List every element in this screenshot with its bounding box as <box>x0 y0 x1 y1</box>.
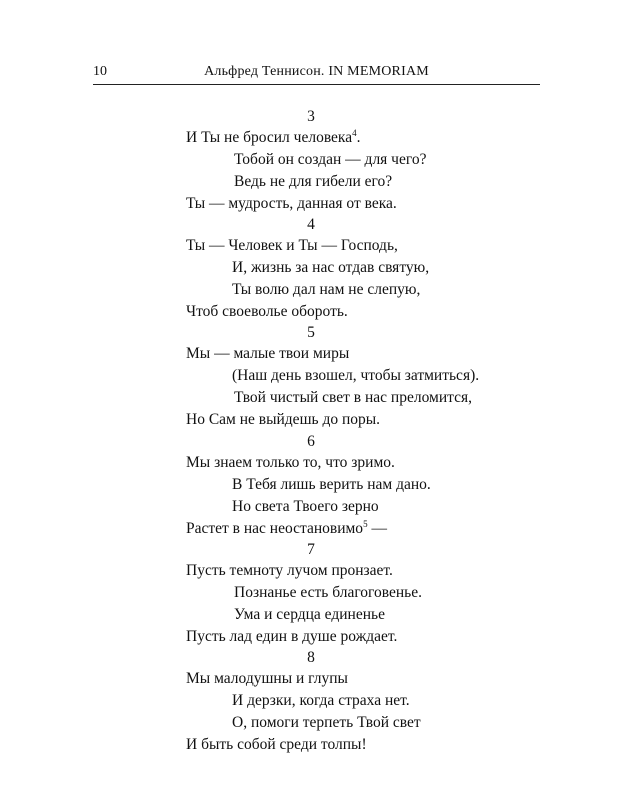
stanza-number: 7 <box>307 541 315 558</box>
verse-line: Чтоб своеволье обороть. <box>186 303 348 320</box>
verse-line: Пусть темноту лучом пронзает. <box>186 562 393 579</box>
stanza-8 <box>186 648 506 756</box>
verse-line: И Ты не бросил человека$^4$. <box>186 127 361 146</box>
verse-line: И быть собой среди толпы! <box>186 736 367 753</box>
verse-line: (Наш день взошел, чтобы затмиться). <box>232 367 480 384</box>
verse-line: Пусть лад един в душе рождает. <box>186 628 398 645</box>
verse-line: И дерзки, когда страха нет. <box>232 692 410 709</box>
verse-line: В Тебя лишь верить нам дано. <box>232 476 431 493</box>
stanza-number: 8 <box>307 649 315 666</box>
stanza-number: 5 <box>307 324 315 341</box>
stanza-5 <box>186 323 506 431</box>
page-number: 10 <box>93 64 107 79</box>
verse-line: Но света Твоего зерно <box>232 498 379 515</box>
stanza-number: 3 <box>307 108 315 125</box>
verse-line: Ведь не для гибели его? <box>234 173 393 190</box>
verse-line: Ты — мудрость, данная от века. <box>186 195 397 212</box>
stanza-6 <box>186 432 506 540</box>
verse-line: Познанье есть благоговенье. <box>234 584 423 601</box>
verse-line: Мы знаем только то, что зримо. <box>186 454 395 471</box>
footnote-ref[interactable]: 5 <box>363 518 368 529</box>
verse-line: Твой чистый свет в нас преломится, <box>234 389 472 406</box>
page-header <box>93 62 540 85</box>
verse-line: Ты волю дал нам не слепую, <box>232 281 421 298</box>
verse-line: Мы малодушны и глупы <box>186 670 348 687</box>
stanza-number: 4 <box>307 216 315 233</box>
verse-line: И, жизнь за нас отдав святую, <box>232 259 430 276</box>
verse-line: О, помоги терпеть Твой свет <box>232 714 421 731</box>
verse-line: Ты — Человек и Ты — Господь, <box>186 237 398 254</box>
running-title: Альфред Теннисон. IN MEMORIAM <box>204 64 429 79</box>
stanza-number: 6 <box>307 433 315 450</box>
stanza-4 <box>186 215 506 323</box>
verse-line: Но Сам не выйдешь до поры. <box>186 411 381 428</box>
verse-line: Мы — малые твои миры <box>186 345 350 362</box>
footnote-ref[interactable]: 4 <box>352 127 357 138</box>
stanza-3 <box>186 107 506 215</box>
verse-line: Ума и сердца единенье <box>234 606 385 623</box>
verse-line: Тобой он создан — для чего? <box>234 151 427 168</box>
stanza-7 <box>186 540 506 648</box>
verse-line: Растет в нас неостановимо$^5$ — <box>186 518 387 537</box>
